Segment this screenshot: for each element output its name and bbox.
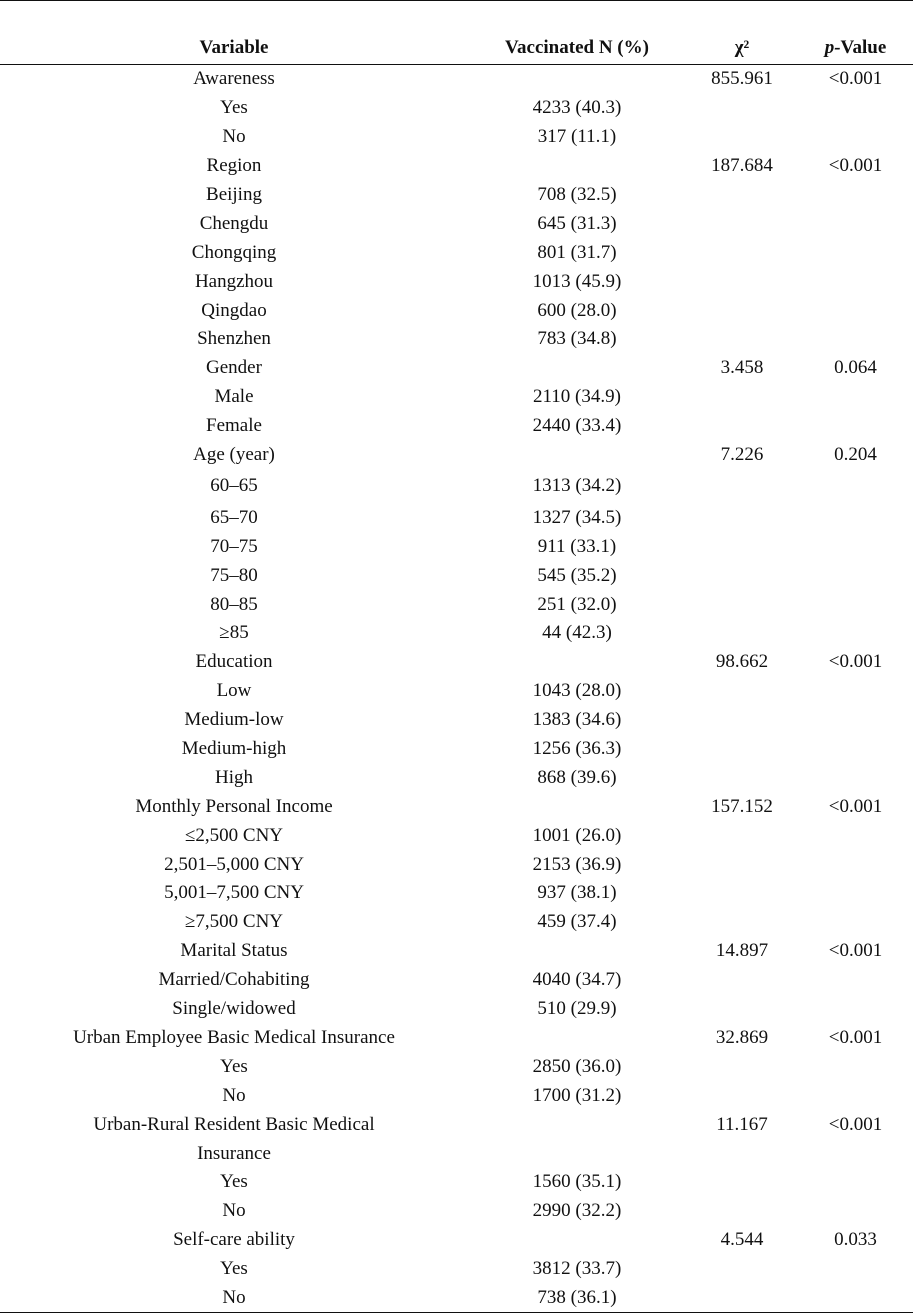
cell-vaccinated: [468, 441, 686, 470]
cell-chi2: [686, 1052, 798, 1081]
table-row: [0, 1197, 913, 1226]
cell-variable: Marital Status: [180, 940, 288, 962]
cell-variable: Male: [214, 386, 254, 408]
cell-variable: Insurance: [197, 1142, 271, 1164]
cell-chi2: [686, 325, 798, 354]
cell-vaccinated: 1043 (28.0): [532, 680, 622, 702]
cell-p-value: [798, 383, 913, 412]
cell-vaccinated: 2990 (32.2): [532, 1200, 622, 1222]
cell-vaccinated: 1313 (34.2): [532, 475, 622, 497]
cell-vaccinated: 459 (37.4): [537, 911, 617, 933]
table-row: [0, 1168, 913, 1197]
cell-p-value: [798, 412, 913, 441]
cell-vaccinated: 1327 (34.5): [532, 506, 622, 528]
cell-vaccinated: 510 (29.9): [537, 998, 617, 1020]
cell-variable: Yes: [220, 1171, 248, 1193]
cell-chi2: [686, 821, 798, 850]
table-row: [0, 441, 913, 470]
cell-chi2: 855.961: [711, 68, 773, 90]
cell-variable: Medium-high: [181, 738, 287, 760]
cell-variable: Single/widowed: [172, 998, 296, 1020]
cell-chi2: [686, 209, 798, 238]
cell-p-value: <0.001: [828, 795, 883, 817]
table-row: [0, 152, 913, 181]
cell-chi2: [686, 469, 798, 503]
cell-variable: ≥7,500 CNY: [184, 911, 284, 933]
header-chi2: χ²: [686, 33, 798, 65]
cell-variable: Medium-low: [184, 709, 284, 731]
cell-chi2: [686, 735, 798, 764]
cell-vaccinated: [468, 354, 686, 383]
cell-variable: ≤2,500 CNY: [184, 824, 284, 846]
cell-chi2: 157.152: [711, 795, 773, 817]
table-row: [0, 677, 913, 706]
cell-variable: Education: [195, 651, 273, 673]
cell-chi2: [686, 94, 798, 123]
cell-variable: Qingdao: [201, 299, 267, 321]
cell-chi2: 3.458: [720, 357, 764, 379]
cell-chi2: [686, 619, 798, 648]
cell-chi2: [686, 590, 798, 619]
cell-chi2: 14.897: [715, 940, 769, 962]
cell-vaccinated: 801 (31.7): [537, 241, 617, 263]
header-vaccinated: Vaccinated N (%): [468, 33, 686, 65]
cell-chi2: [686, 850, 798, 879]
table-row: [0, 850, 913, 879]
cell-variable: Low: [216, 680, 252, 702]
table-row: [0, 325, 913, 354]
cell-variable: No: [0, 1284, 468, 1313]
cell-chi2: [686, 1139, 798, 1168]
cell-variable: 2,501–5,000 CNY: [164, 853, 304, 875]
cell-p-value: [798, 1284, 913, 1313]
cell-vaccinated: 868 (39.6): [537, 766, 617, 788]
cell-p-value: [798, 123, 913, 152]
cell-p-value: 0.204: [834, 444, 877, 466]
table-row: [0, 706, 913, 735]
cell-variable: Hangzhou: [194, 270, 274, 292]
cell-vaccinated: 2153 (36.9): [532, 853, 622, 875]
cell-vaccinated: 251 (32.0): [537, 593, 617, 615]
cell-chi2: [686, 412, 798, 441]
cell-variable: Yes: [220, 1258, 248, 1280]
table-row: [0, 1255, 913, 1284]
table-row: [0, 1081, 913, 1110]
cell-p-value: [798, 209, 913, 238]
cell-p-value: [798, 879, 913, 908]
cell-variable: Married/Cohabiting: [158, 969, 310, 991]
cell-variable: ≥85: [219, 622, 249, 644]
table-row: [0, 181, 913, 210]
header-p-prefix: p-: [824, 37, 841, 59]
cell-chi2: [686, 1197, 798, 1226]
cell-variable: No: [222, 1084, 246, 1106]
cell-variable: Yes: [220, 97, 248, 119]
table-header: [0, 1, 913, 65]
table-row: [0, 65, 913, 94]
table-row: [0, 763, 913, 792]
cell-p-value: [798, 532, 913, 561]
cell-p-value: [798, 296, 913, 325]
cell-vaccinated: 783 (34.8): [537, 328, 617, 350]
cell-chi2: 98.662: [715, 651, 769, 673]
table-row: [0, 1052, 913, 1081]
top-rule: [0, 1, 913, 33]
cell-p-value: [798, 850, 913, 879]
table-row: [0, 937, 913, 966]
table-row: [0, 590, 913, 619]
table-row: [0, 995, 913, 1024]
cell-chi2: [686, 561, 798, 590]
cell-p-value: [798, 619, 913, 648]
header-row: [0, 33, 913, 65]
cell-variable: 70–75: [210, 535, 258, 557]
cell-p-value: [798, 590, 913, 619]
cell-vaccinated: 645 (31.3): [537, 212, 617, 234]
cell-variable: Female: [206, 415, 262, 437]
table-body: [0, 65, 913, 1313]
table-row: [0, 1284, 913, 1313]
cell-p-value: [798, 503, 913, 532]
cell-p-value: <0.001: [828, 651, 883, 673]
cell-vaccinated: 600 (28.0): [537, 299, 617, 321]
cell-vaccinated: 317 (11.1): [537, 126, 617, 148]
cell-chi2: [686, 1255, 798, 1284]
cell-vaccinated: [468, 1139, 686, 1168]
cell-p-value: [798, 325, 913, 354]
cell-variable: Monthly Personal Income: [135, 795, 333, 817]
cell-p-value: <0.001: [828, 940, 883, 962]
table-row: [0, 532, 913, 561]
cell-vaccinated: 1001 (26.0): [532, 824, 622, 846]
cell-p-value: <0.001: [828, 1026, 883, 1048]
cell-chi2: [686, 879, 798, 908]
cell-variable: 75–80: [210, 564, 258, 586]
table-row: [0, 735, 913, 764]
header-p-suffix: Value: [840, 37, 887, 59]
cell-variable: 60–65: [210, 475, 258, 497]
header-p-value: [798, 33, 913, 65]
cell-chi2: [686, 966, 798, 995]
cell-vaccinated: [468, 1110, 686, 1139]
cell-variable: Region: [206, 155, 262, 177]
cell-chi2: [686, 908, 798, 937]
cell-chi2: [686, 1081, 798, 1110]
table-row: [0, 267, 913, 296]
cell-vaccinated: [468, 792, 686, 821]
cell-chi2: [686, 995, 798, 1024]
table-row: [0, 908, 913, 937]
cell-chi2: [686, 123, 798, 152]
cell-vaccinated: 2110 (34.9): [533, 386, 621, 408]
table-row: [0, 503, 913, 532]
table-row: [0, 209, 913, 238]
cell-variable: Self-care ability: [173, 1229, 295, 1251]
cell-p-value: [798, 1081, 913, 1110]
cell-vaccinated: 708 (32.5): [537, 184, 617, 205]
cell-variable: Urban Employee Basic Medical Insurance: [73, 1026, 395, 1048]
cell-vaccinated: [468, 1024, 686, 1053]
cell-vaccinated: 4233 (40.3): [532, 97, 622, 119]
table-row: [0, 619, 913, 648]
cell-p-value: <0.001: [828, 155, 883, 177]
cell-p-value: [798, 1197, 913, 1226]
table-row: [0, 1226, 913, 1255]
cell-variable: Gender: [206, 357, 262, 379]
cell-variable: Awareness: [193, 68, 275, 90]
cell-chi2: [686, 1168, 798, 1197]
table-row: [0, 1110, 913, 1139]
cell-p-value: <0.001: [828, 1113, 883, 1135]
cell-chi2: [686, 677, 798, 706]
cell-p-value: [798, 966, 913, 995]
cell-vaccinated: 1560 (35.1): [532, 1171, 622, 1193]
cell-vaccinated: [468, 65, 686, 94]
cell-vaccinated: 2850 (36.0): [532, 1055, 622, 1077]
cell-variable: Chongqing: [191, 241, 277, 263]
cell-chi2: [686, 238, 798, 267]
cell-variable: High: [215, 766, 253, 788]
cell-p-value: [798, 1168, 913, 1197]
cell-variable: 5,001–7,500 CNY: [164, 882, 304, 904]
cell-variable: Yes: [220, 1055, 248, 1077]
table-row: [0, 238, 913, 267]
cell-vaccinated: 2440 (33.4): [532, 415, 622, 437]
table-row: [0, 879, 913, 908]
cell-vaccinated: 1700 (31.2): [532, 1084, 622, 1106]
cell-p-value: [798, 706, 913, 735]
header-variable: Variable: [0, 33, 468, 65]
cell-chi2: 4.544: [720, 1229, 764, 1251]
cell-chi2: 32.869: [715, 1026, 769, 1048]
cell-p-value: <0.001: [828, 68, 883, 90]
table-row: [0, 1139, 913, 1168]
cell-variable: No: [222, 1200, 246, 1222]
cell-vaccinated: 1383 (34.6): [532, 709, 622, 731]
table-row: [0, 94, 913, 123]
cell-vaccinated: 1256 (36.3): [532, 738, 622, 760]
cell-chi2: [686, 267, 798, 296]
cell-p-value: [798, 1255, 913, 1284]
cell-chi2: 11.167: [716, 1113, 768, 1135]
cell-p-value: [798, 735, 913, 764]
cell-vaccinated: 1013 (45.9): [532, 270, 622, 292]
cell-variable: 65–70: [210, 506, 258, 528]
cell-vaccinated: 545 (35.2): [537, 564, 617, 586]
cell-vaccinated: 4040 (34.7): [532, 969, 622, 991]
table-row: [0, 1024, 913, 1053]
cell-p-value: [798, 677, 913, 706]
cell-vaccinated: [468, 648, 686, 677]
cell-chi2: [686, 706, 798, 735]
cell-p-value: [798, 821, 913, 850]
table-row: [0, 123, 913, 152]
cell-vaccinated: 44 (42.3): [542, 622, 612, 644]
cell-p-value: [798, 238, 913, 267]
table-row: [0, 792, 913, 821]
cell-chi2: [686, 181, 798, 210]
table-row: [0, 412, 913, 441]
cell-p-value: [798, 1052, 913, 1081]
cell-p-value: [798, 1139, 913, 1168]
cell-chi2: [686, 296, 798, 325]
cell-p-value: [798, 995, 913, 1024]
cell-p-value: [798, 181, 913, 210]
cell-vaccinated: 3812 (33.7): [532, 1258, 622, 1280]
cell-p-value: [798, 763, 913, 792]
cell-chi2: [686, 1284, 798, 1313]
cell-chi2: [686, 763, 798, 792]
table-row: [0, 354, 913, 383]
cell-variable: Urban-Rural Resident Basic Medical: [93, 1113, 375, 1135]
cell-vaccinated: [468, 1226, 686, 1255]
cell-variable: Age (year): [193, 444, 275, 466]
cell-variable: Beijing: [206, 184, 262, 205]
cell-variable: Shenzhen: [197, 328, 271, 350]
cell-vaccinated: [468, 152, 686, 181]
cell-p-value: [798, 561, 913, 590]
cell-vaccinated: 911 (33.1): [537, 535, 617, 557]
cell-chi2: [686, 532, 798, 561]
table-row: [0, 469, 913, 503]
cell-p-value: [798, 94, 913, 123]
cell-vaccinated: 738 (36.1): [468, 1284, 686, 1313]
table-row: [0, 383, 913, 412]
cell-variable: No: [222, 126, 246, 148]
table-row: [0, 296, 913, 325]
cell-vaccinated: 937 (38.1): [537, 882, 617, 904]
cell-chi2: 187.684: [711, 155, 773, 177]
table-row: [0, 966, 913, 995]
table-row: [0, 648, 913, 677]
cell-p-value: 0.033: [834, 1229, 877, 1251]
cell-vaccinated: [468, 937, 686, 966]
cell-p-value: [798, 908, 913, 937]
cell-p-value: [798, 469, 913, 503]
table-row: [0, 821, 913, 850]
cell-p-value: 0.064: [834, 357, 877, 379]
cell-p-value: [798, 267, 913, 296]
cell-chi2: [686, 383, 798, 412]
cell-chi2: 7.226: [720, 444, 764, 466]
table-row: [0, 561, 913, 590]
cell-chi2: [686, 503, 798, 532]
cell-variable: 80–85: [210, 593, 258, 615]
cell-variable: Chengdu: [199, 212, 269, 234]
